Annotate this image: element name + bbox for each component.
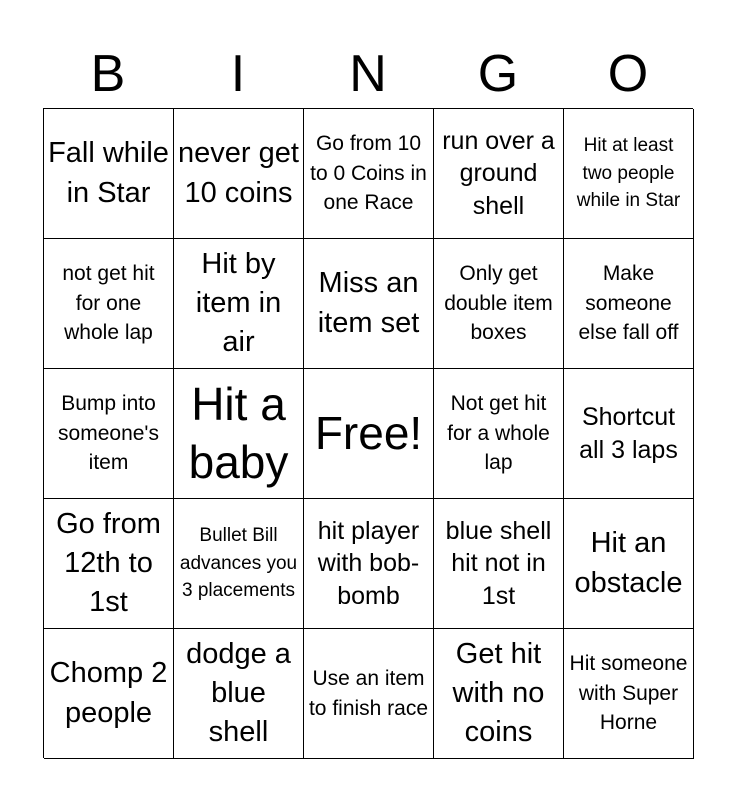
bingo-cell-r4c2[interactable] — [174, 499, 304, 629]
bingo-cell-r5c2[interactable] — [174, 629, 304, 759]
cell-text: Hit at least two people while in Star — [576, 135, 681, 212]
header-letter-n: N — [349, 45, 387, 103]
cell-text: Chomp 2 people — [49, 657, 168, 729]
header-letter-b: B — [90, 45, 126, 103]
cell-text: Hit by item in air — [195, 247, 282, 359]
cell-text: Get hit with no coins — [452, 637, 545, 749]
bingo-cell-r2c4[interactable] — [434, 239, 564, 369]
free-space-text: Free! — [314, 407, 423, 460]
bingo-cell-r2c5[interactable] — [564, 239, 694, 369]
cell-text: Hit a baby — [188, 378, 289, 488]
bingo-cell-r2c2[interactable] — [174, 239, 304, 369]
cell-text: Shortcut all 3 laps — [579, 403, 678, 464]
cell-text: blue shell hit not in 1st — [445, 516, 552, 610]
bingo-cell-r5c5[interactable] — [564, 629, 694, 759]
header-letter-o: O — [607, 45, 649, 103]
cell-text: Miss an item set — [317, 267, 420, 339]
cell-text: not get hit for one whole lap — [62, 262, 155, 345]
cell-text: Bullet Bill advances you 3 placements — [179, 525, 298, 602]
cell-text: Only get double item boxes — [444, 262, 553, 345]
bingo-cell-r5c3[interactable] — [304, 629, 434, 759]
header-letter-i: I — [230, 45, 246, 103]
bingo-header — [43, 40, 693, 108]
cell-text: Hit someone with Super Horne — [569, 652, 688, 735]
cell-text: run over a ground shell — [442, 126, 555, 220]
cell-text: hit player with bob-bomb — [317, 516, 420, 610]
cell-text: never get 10 coins — [178, 137, 299, 209]
header-letter-g: G — [477, 45, 519, 103]
cell-text: Bump into someone's item — [58, 392, 159, 475]
bingo-cell-free[interactable] — [304, 369, 434, 499]
bingo-cell-r2c1[interactable] — [44, 239, 174, 369]
bingo-cell-r1c2[interactable] — [174, 109, 304, 239]
cell-text: dodge a blue shell — [186, 637, 291, 749]
bingo-cell-r5c1[interactable] — [44, 629, 174, 759]
bingo-cell-r2c3[interactable] — [304, 239, 434, 369]
bingo-cell-r4c1[interactable] — [44, 499, 174, 629]
bingo-cell-r4c4[interactable] — [434, 499, 564, 629]
bingo-cell-r1c1[interactable] — [44, 109, 174, 239]
cell-text: Go from 10 to 0 Coins in one Race — [310, 132, 427, 215]
bingo-cell-r3c4[interactable] — [434, 369, 564, 499]
bingo-cell-r1c5[interactable] — [564, 109, 694, 239]
bingo-cell-r3c1[interactable] — [44, 369, 174, 499]
bingo-cell-r4c3[interactable] — [304, 499, 434, 629]
cell-text: Go from 12th to 1st — [56, 507, 161, 619]
cell-text: Use an item to finish race — [308, 667, 429, 720]
cell-text: Hit an obstacle — [574, 527, 683, 599]
bingo-cell-r4c5[interactable] — [564, 499, 694, 629]
bingo-board — [43, 108, 693, 758]
bingo-cell-r3c2[interactable] — [174, 369, 304, 499]
bingo-cell-r3c5[interactable] — [564, 369, 694, 499]
cell-text: Make someone else fall off — [578, 262, 679, 345]
cell-text: Not get hit for a whole lap — [447, 392, 550, 475]
bingo-cell-r1c4[interactable] — [434, 109, 564, 239]
bingo-cell-r5c4[interactable] — [434, 629, 564, 759]
cell-text: Fall while in Star — [48, 137, 169, 209]
bingo-cell-r1c3[interactable] — [304, 109, 434, 239]
